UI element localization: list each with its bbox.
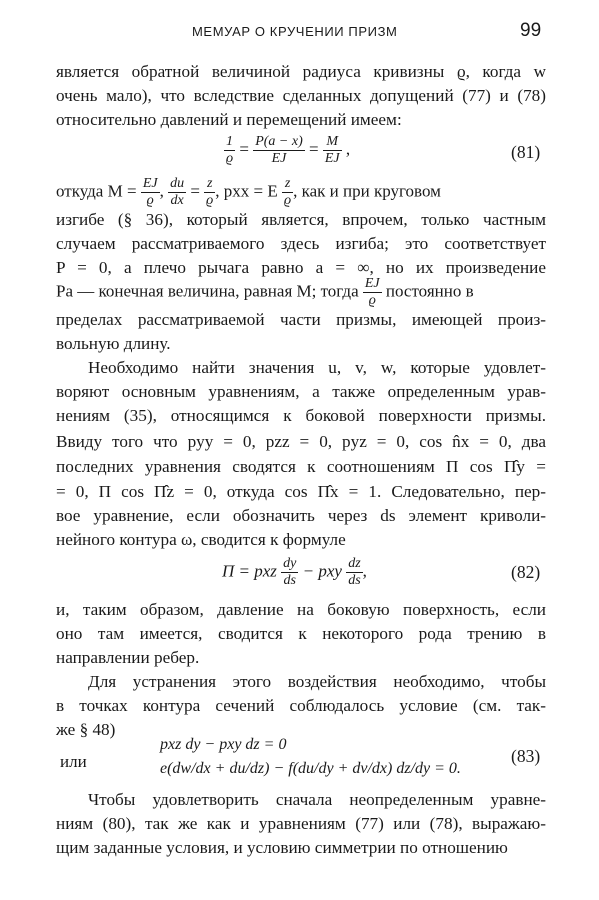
paragraph-line: последних уравнения сводятся к соотношениям Π cos Π̂y =	[56, 457, 546, 476]
paragraph-line: изгибе (§ 36), который является, впрочем, только частным	[56, 210, 546, 229]
equation-number: (83)	[511, 746, 541, 766]
page-number: 99	[520, 20, 542, 41]
paragraph-line: = 0, Π cos Π̂z = 0, откуда cos Π̂x = 1. Следовательно, пер-	[56, 482, 546, 501]
paragraph-line: относительно давлений и перемещений имеем:	[56, 110, 402, 129]
paragraph-line: нениям (35), относящимся к боковой поверхности призмы.	[56, 406, 546, 425]
paragraph-line: Чтобы удовлетворить сначала неопределенным уравне-	[88, 790, 546, 809]
paragraph-line: нейного контура ω, сводится к формуле	[56, 530, 346, 549]
paragraph-line: является обратной величиной радиуса кривизны ϱ, когда w	[56, 62, 546, 81]
equation-83-row-2: e(dw/dx + du/dz) − f(du/dy + dv/dx) dz/dy = 0.	[160, 760, 461, 777]
paragraph-line: вое уравнение, если обозначить через ds элемент криволи-	[56, 506, 546, 525]
equation-82: Π = pxz $\frac{dy}{ds}$ − pxy $\frac{dz}{ds}$ ,	[222, 556, 367, 588]
paragraph-line: воряют основным уравнениям, а также определенным урав-	[56, 382, 546, 401]
paragraph-line: случаем рассматриваемого здесь изгиба; это соответствует	[56, 234, 546, 253]
equation-number: (82)	[511, 562, 541, 582]
paragraph-line: направлении ребер.	[56, 648, 200, 667]
fraction: $\frac{P(a - x)}{EJ}$	[255, 134, 303, 166]
paragraph-line: P = 0, а плечо рычага равно a = ∞, но их произведение	[56, 258, 546, 277]
paragraph-line: же § 48)	[56, 720, 116, 739]
or-label: или	[60, 752, 87, 771]
paragraph-line-with-fractions: Pa — конечная величина, равная M; тогда $\frac{EJ}{ϱ}$ постоянно в	[56, 276, 474, 308]
paragraph-line: и, таким образом, давление на боковую поверхность, если	[56, 600, 546, 619]
paragraph-line: вольную длину.	[56, 334, 171, 353]
paragraph-line: очень мало), что вследствие сделанных допущений (77) и (78)	[56, 86, 546, 105]
paragraph-line: в точках контура сечений соблюдалось условие (см. так-	[56, 696, 546, 715]
paragraph-line: ниям (80), так же как и уравнениям (77) или (78), выражаю-	[56, 814, 546, 833]
fraction: $\frac{M}{EJ}$	[324, 134, 340, 166]
running-title: МЕМУАР О КРУЧЕНИИ ПРИЗМ	[192, 24, 398, 39]
paragraph-line: Необходимо найти значения u, v, w, которые удовлет-	[88, 358, 546, 377]
paragraph-line: Для устранения этого воздействия необходимо, чтобы	[88, 672, 546, 691]
equation-number: (81)	[511, 142, 541, 162]
paragraph-line: Ввиду того что pyy = 0, pzz = 0, pyz = 0, cos n̂x = 0, два	[56, 432, 546, 451]
paragraph-line: пределах рассматриваемой части призмы, имеющей произ-	[56, 310, 546, 329]
paragraph-line-with-fractions: откуда M = $\frac{EJ}{ϱ}$ , $\frac{du}{dx}$ = $\frac{z}{ϱ}$ , pxx = E $\frac{z}{ϱ}$ , как и при круговом	[56, 176, 441, 208]
paragraph-line: щим заданные условия, и условию симметрии по отношению	[56, 838, 508, 857]
fraction: $\frac{1}{ϱ}$	[226, 134, 234, 166]
equation-81: $\frac{1}{ϱ}$ = $\frac{P(a - x)}{EJ}$ = $\frac{M}{EJ}$ ,	[226, 134, 351, 166]
equation-83-row-1: pxz dy − pxy dz = 0	[160, 736, 287, 753]
page-header	[0, 22, 599, 46]
paragraph-line: оно там имеется, сводится к некоторого рода трению в	[56, 624, 546, 643]
